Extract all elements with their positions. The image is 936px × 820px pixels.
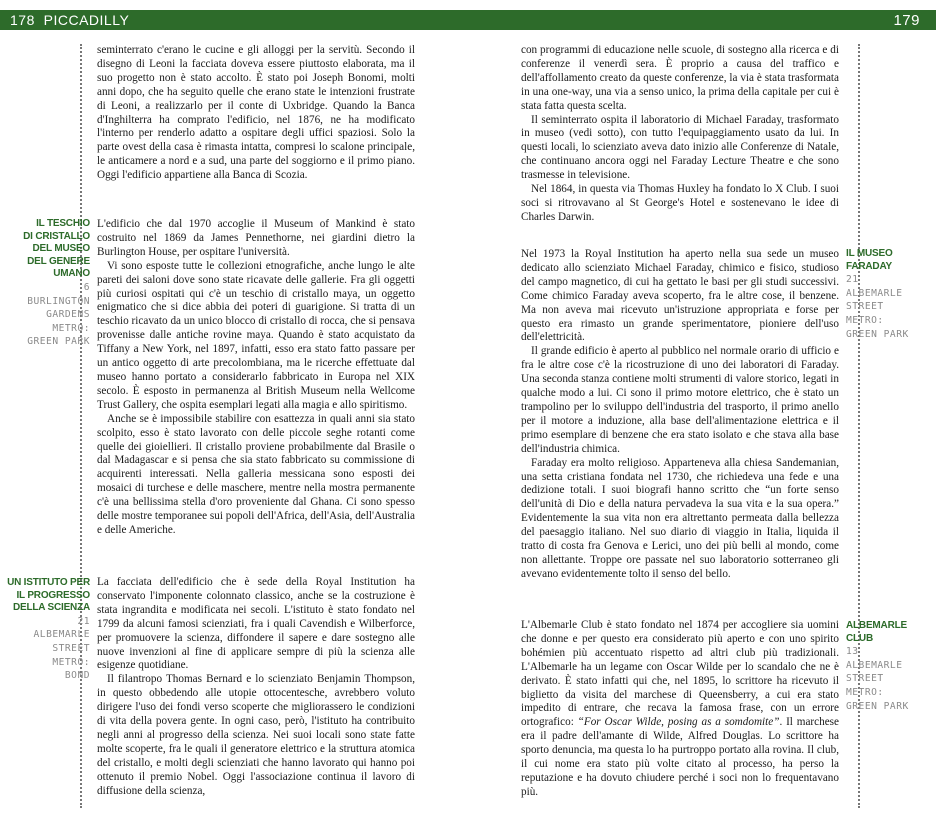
paragraph: L'edificio che dal 1970 accoglie il Museum of Mankind è stato costruito nel 1869 da James Pennethorne, nei giardini dietro la Burlington House, per ospitare l'università. — [97, 218, 415, 258]
quote: “For Oscar Wilde, posing as a somdomite” — [577, 716, 780, 729]
paragraph: Nel 1864, in questa via Thomas Huxley ha fondato lo X Club. I suoi soci si ritrovavano al St George's Hotel e sostenevano le idee di Charles Darwin. — [521, 183, 839, 223]
albemarle-sidenote — [846, 620, 932, 713]
header-bar — [0, 10, 936, 30]
sidenote-title: IL MUSEO FARADAY — [846, 248, 893, 272]
faraday-section-body — [521, 248, 839, 582]
paragraph: Anche se è impossibile stabilire con esattezza in quali anni sia stato scolpito, esso è stato lavorato con delle piccole seghe rotanti come quelle dei gioiellieri. Il cristallo proviene probabilmente dal Brasile o dal Madagascar e si pensa che sia stato fabbricato su commissione di acquirenti interessati. Nella galleria messicana sono esposti dei mosaici di turchese e delle maschere, mentre nella mostra permanente c'è una bellissima stella d'oro proveniente dal Ghana. Ci sono spesso delle mostre temporanee sui popoli dell'Africa, dell'Asia, dell'Australia e delle Americhe. — [97, 412, 415, 536]
paragraph: Il filantropo Thomas Bernard e lo scienziato Benjamin Thompson, in questo obbedendo alle utopie ottocentesche, avrebbero voluto dirigere l'uso dei fondi verso scoperte che migliorassero le condizioni di vita della povera gente. In ogni caso, però, l'istituto ha contribuito negli anni al progresso della scienza. Nei suoi locali sono state fatte molte scoperte, fra le quali il generatore elettrico e la struttura atomica del cristallo, e molti degli scienziati che hanno lavorato qui hanno poi ottenuto il premio Nobel. Oggi l'associazione continua il lavoro di diffusione della scienza, — [97, 673, 415, 797]
paragraph: Vi sono esposte tutte le collezioni etnografiche, anche lungo le alte pareti dei saloni dove sono state ricavate delle gallerie. Fra gli oggetti più curiosi ospitati qui c'è un teschio di cristallo maya, un oggetto enigmatico che si dice abbia dei poteri di guarigione. Si tratta di un teschio ricavato da un unico blocco di cristallo di rocca, che si pensava provenisse dalle antiche rovine maya. Quando è stato acquistato da Tiffany a New York, nel 1897, infatti, esso era stato fatto passare per un antico oggetto di arte precolombiana, ma le ricerche effettuate dal museo hanno portato a considerarlo fabbricato in Europa nel XIX secolo. È esposto in permanenza al British Museum nella Wellcome Trust Gallery, che ospita esemplari legati alla magia e allo spiritismo. — [97, 259, 415, 411]
left-intro-block — [97, 44, 415, 183]
left-text-column — [97, 44, 415, 814]
sidenote-address: 13 ALBEMARLE STREET METRO: GREEN PARK — [846, 646, 909, 712]
right-intro-block — [521, 44, 839, 225]
sidenote-address: 6 BURLINGTON GARDENS METRO: GREEN PARK — [27, 281, 90, 348]
paragraph: Il seminterrato ospita il laboratorio di Michael Faraday, trasformato in museo (vedi sotto), con tutto l'equipaggiamento usato da lui. In questi locali, lo scienziato aveva dato inizio alle Conferenze di Natale, che continuano ancora oggi nel Faraday Lecture Theatre e che sono trasmesse in televisione. — [521, 113, 839, 182]
skull-section-body — [97, 218, 415, 538]
sidenote-title: IL TESCHIO DI CRISTALLO DEL MUSEO DEL GENERE UMANO — [23, 218, 90, 280]
sidenote-title: ALBEMARLE CLUB — [846, 620, 907, 644]
institute-section-body — [97, 576, 415, 799]
page-number-right: 179 — [893, 12, 920, 29]
sidenote-title: UN ISTITUTO PER IL PROGRESSO DELLA SCIENZA — [7, 577, 90, 614]
albemarle-section-body — [521, 619, 839, 800]
paragraph: L'Albemarle Club è stato fondato nel 1874 per accogliere sia uomini che donne e per questo era considerato più aperto e con uno spirito bohémien più accentuato rispetto ad altri club più tradizionali. L'Albemarle ha un legame con Oscar Wilde per lo scandalo che ne è derivato. È stato infatti qui che, nel 1895, lo scrittore ha ricevuto il biglietto da visita del marchese di Queensberry, a cui era stato impedito di entrare, che recava la famosa frase, con un errore ortografico: “For Oscar Wilde, posing as a somdomite”. Il marchese era il padre dell'amante di Wilde, Alfred Douglas. Lo scrittore ha sporto denuncia, ma questa lo ha purtroppo portato alla rovina. Il club, il cui nome era stato più volte citato al processo, ha perso la reputazione e ha dovuto chiudere perché i soci non lo frequentavano più. — [521, 619, 839, 798]
paragraph: seminterrato c'erano le cucine e gli alloggi per la servitù. Secondo il disegno di Leoni la facciata doveva essere piuttosto elaborata, ma il suo progetto non è stato accolto. È stato poi Joseph Bonomi, molti anni dopo, che ha seguito quelle che erano state le intenzioni frustrate di Leoni, a realizzarlo per il conte di Uxbridge. Quando la Banca d'Inghilterra ha comprato l'edificio, nel 1876, ne ha modificato l'interno per renderlo adatto a ospitare degli uffici spaziosi. Solo la parte ovest della casa è rimasta intatta, compresi lo scalone principale, le anticamere a nord e a sud, una parte del soggiorno e il primo piano. Oggi l'edificio appartiene alla Banca di Scozia. — [97, 44, 415, 182]
paragraph: Nel 1973 la Royal Institution ha aperto nella sua sede un museo dedicato allo scienziato Michael Faraday, chimico e fisico, studioso del campo magnetico, di cui ha gettato le basi per gli studi successivi. Come chimico Faraday aveva scoperto, fra le altre cose, il benzene. Ma non aveva mai ricevuto un'istruzione appropriata e forse per questo era rimasto un grande sperimentatore, pioniere dell'uso dell'elettricità. — [521, 248, 839, 344]
paragraph: La facciata dell'edificio che è sede della Royal Institution ha conservato l'imponente colonnato classico, anche se la costruzione è stata ingrandita e modificata nei secoli. L'istituto è stato fondato nel 1799 da alcuni famosi scienziati, fra i quali Cavendish e Wilberforce, per promuovere la scienza, diffondere il sapere e dare sostegno alle nuove invenzioni al fine di applicare sempre di più la scienza alle esigenze quotidiane. — [97, 576, 415, 672]
right-text-column — [521, 44, 839, 814]
running-head-left: 178 PICCADILLY — [10, 12, 130, 28]
paragraph: Il grande edificio è aperto al pubblico nel normale orario di ufficio e fra le altre cose c'è la ricostruzione di uno dei laboratori di Faraday. Una seconda stanza contiene molti strumenti di valore storico, legati in qualche modo a lui. Ci sono il primo motore elettrico, che è stato un trampolino per lo sviluppo dell'industria del trasporto, il primo anello per il motore a induzione, alla base dell'alimentazione elettrica e il primo esemplare di benzene che era stato isolato e che stava alla base dell'industria chimica. — [521, 345, 839, 455]
paragraph: con programmi di educazione nelle scuole, di sostegno alla ricerca e di conferenze il venerdì sera. È proprio a causa del traffico e dell'affollamento creato da queste conferenze, la via è stata trasformata in una one-way, una via a senso unico, la prima della capitale per cui è stata fatta questa scelta. — [521, 44, 839, 112]
faraday-sidenote — [846, 248, 932, 341]
sidenote-address: 21 ALBEMARLE STREET METRO: GREEN PARK — [846, 274, 909, 340]
institute-sidenote — [4, 577, 90, 683]
skull-sidenote — [4, 218, 90, 349]
sidenote-address: 21 ALBEMARLE STREET METRO: BOND — [33, 615, 90, 682]
left-page-dotted-rule — [80, 44, 82, 808]
paragraph: Faraday era molto religioso. Apparteneva alla chiesa Sandemanian, una setta cristiana fondata nel 1730, che richiedeva una fede e una dedizione totali. I suoi biografi hanno scritto che “un forte senso dell'unità di Dio e della natura pervadeva la sua vita e la sua opera.” Evidentemente la sua vita non era altrettanto permeata dalla bellezza del paesaggio italiano. Nel suo diario di viaggio in Italia, liquida il tratto di costa fra Genova e Lerici, uno dei più belli al mondo, come non allettante. Troppe ore passate nel suo laboratorio sotterraneo gli avevano evidentemente tolto il senso del bello. — [521, 456, 839, 580]
